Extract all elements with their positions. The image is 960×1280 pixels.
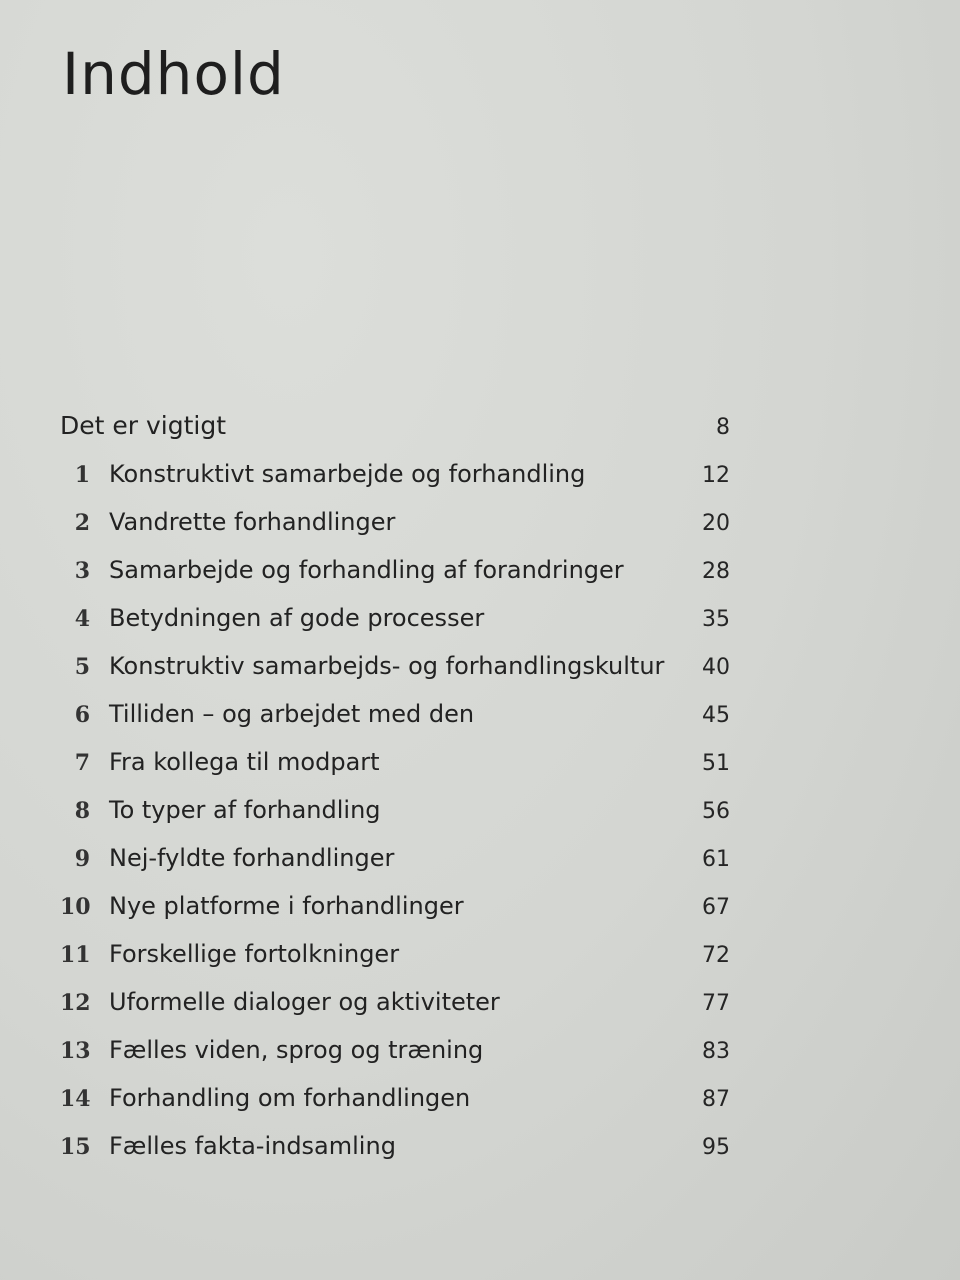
chapter-title: Konstruktiv samarbejds- og forhandlingskultur (109, 652, 665, 680)
toc-chapter-entry (60, 790, 750, 838)
chapter-title: Fra kollega til modpart (109, 748, 380, 776)
chapter-number: 6 (74, 702, 90, 728)
chapter-page: 40 (702, 655, 730, 680)
chapter-title: Forhandling om forhandlingen (109, 1084, 471, 1112)
toc-chapter-entry (60, 1126, 750, 1174)
chapter-number: 8 (74, 798, 90, 824)
chapter-title: Forskellige fortolkninger (109, 940, 400, 968)
chapter-page: 67 (702, 895, 730, 920)
chapter-page: 12 (702, 463, 730, 488)
toc-chapter-entry (60, 502, 750, 550)
chapter-page: 72 (702, 943, 730, 968)
chapter-title: Vandrette forhandlinger (109, 508, 396, 536)
chapter-number: 12 (60, 990, 91, 1016)
toc-entry-label: Det er vigtigt (60, 411, 227, 440)
toc-chapter-entry (60, 982, 750, 1030)
chapter-page: 61 (702, 847, 730, 872)
chapter-number: 10 (60, 894, 91, 920)
chapter-title: Konstruktivt samarbejde og forhandling (109, 460, 586, 488)
toc-intro-entry (60, 406, 750, 454)
chapter-title: Nej-fyldte forhandlinger (109, 844, 395, 872)
table-of-contents (60, 406, 750, 1174)
chapter-page: 83 (702, 1039, 730, 1064)
chapter-page: 56 (702, 799, 730, 824)
chapter-number: 4 (74, 606, 90, 632)
toc-chapter-entry (60, 454, 750, 502)
page-title: Indhold (62, 40, 285, 108)
toc-chapter-entry (60, 694, 750, 742)
toc-chapter-entry (60, 886, 750, 934)
toc-chapter-entry (60, 934, 750, 982)
chapter-page: 45 (702, 703, 730, 728)
toc-chapter-entry (60, 1030, 750, 1078)
chapter-number: 11 (60, 942, 91, 968)
toc-entry-page: 8 (716, 415, 730, 440)
chapter-number: 9 (74, 846, 90, 872)
chapter-title: To typer af forhandling (109, 796, 381, 824)
chapter-title: Tilliden – og arbejdet med den (109, 700, 475, 728)
chapter-title: Fælles fakta-indsamling (109, 1132, 396, 1160)
chapter-title: Samarbejde og forhandling af forandringer (109, 556, 624, 584)
chapter-number: 5 (74, 654, 90, 680)
chapter-page: 20 (702, 511, 730, 536)
toc-chapter-entry (60, 1078, 750, 1126)
chapter-number: 3 (74, 558, 90, 584)
chapter-page: 95 (702, 1135, 730, 1160)
chapter-title: Fælles viden, sprog og træning (109, 1036, 484, 1064)
chapter-page: 51 (702, 751, 730, 776)
chapter-number: 2 (74, 510, 90, 536)
chapter-number: 1 (74, 462, 90, 488)
chapter-number: 7 (74, 750, 90, 776)
chapter-page: 87 (702, 1087, 730, 1112)
chapter-title: Nye platforme i forhandlinger (109, 892, 464, 920)
chapter-title: Betydningen af gode processer (109, 604, 485, 632)
toc-chapter-entry (60, 838, 750, 886)
toc-chapter-entry (60, 598, 750, 646)
chapter-number: 15 (60, 1134, 91, 1160)
chapter-page: 28 (702, 559, 730, 584)
chapter-number: 14 (60, 1086, 91, 1112)
chapter-number: 13 (60, 1038, 91, 1064)
toc-chapter-entry (60, 646, 750, 694)
chapter-title: Uformelle dialoger og aktiviteter (109, 988, 500, 1016)
toc-chapter-entry (60, 742, 750, 790)
chapter-page: 77 (702, 991, 730, 1016)
chapter-page: 35 (702, 607, 730, 632)
toc-chapter-entry (60, 550, 750, 598)
